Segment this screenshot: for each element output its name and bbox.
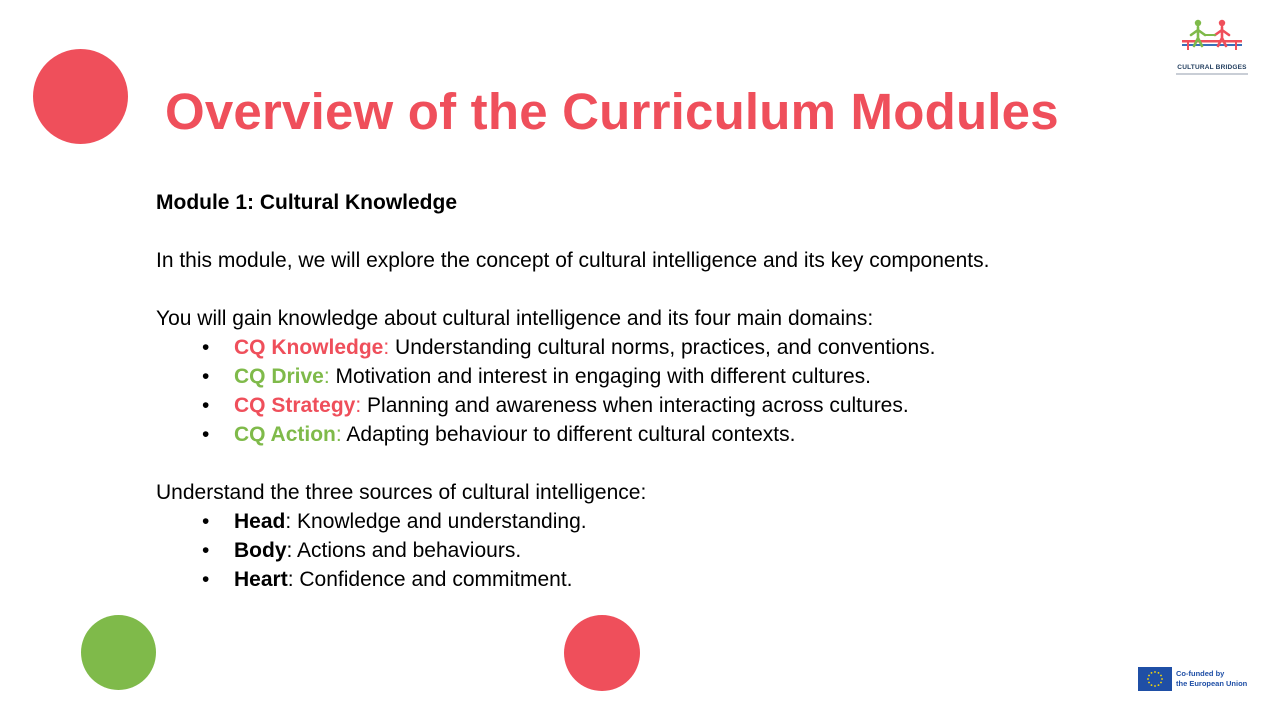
source-desc: : Knowledge and understanding.	[285, 510, 587, 533]
domains-lead: You will gain knowledge about cultural intelligence and its four main domains:	[156, 307, 874, 330]
domain-desc: Planning and awareness when interacting across cultures.	[361, 394, 909, 417]
domain-term: CQ Action	[234, 423, 336, 446]
domain-term: CQ Strategy	[234, 394, 356, 417]
domain-desc: Motivation and interest in engaging with different cultures.	[329, 365, 871, 388]
bullet-icon: •	[202, 423, 210, 446]
domain-term: CQ Knowledge	[234, 336, 384, 359]
eu-flag-icon	[1138, 667, 1172, 691]
logo-tagline-line	[1176, 73, 1248, 75]
list-item: • CQ Strategy: Planning and awareness when interacting across cultures.	[156, 391, 1156, 420]
source-term: Heart	[234, 568, 288, 591]
module-heading: Module 1: Cultural Knowledge	[156, 191, 458, 214]
bullet-icon: •	[202, 336, 210, 359]
eu-cofunded-text: Co-funded by the European Union	[1176, 669, 1248, 688]
bullet-icon: •	[202, 510, 210, 533]
sources-lead: Understand the three sources of cultural intelligence:	[156, 481, 647, 504]
decor-circle-red-top	[33, 49, 128, 144]
domain-term: CQ Drive	[234, 365, 324, 388]
decor-circle-green-bottom	[81, 615, 156, 690]
list-item: • CQ Action: Adapting behaviour to different cultural contexts.	[156, 420, 1156, 449]
list-item	[156, 507, 1156, 536]
bullet-icon: •	[202, 365, 210, 388]
source-desc: : Actions and behaviours.	[286, 539, 522, 562]
module-intro: In this module, we will explore the concept of cultural intelligence and its key components.	[156, 249, 990, 272]
slide-content	[156, 188, 1156, 594]
domains-list	[156, 333, 1156, 449]
list-item	[156, 536, 1156, 565]
decor-circle-red-bottom	[564, 615, 640, 691]
bullet-icon: •	[202, 539, 210, 562]
eu-cofunded-badge	[1138, 667, 1258, 693]
source-term: Body	[234, 539, 287, 562]
page-title: Overview of the Curriculum Modules	[165, 83, 1059, 140]
domain-desc: Adapting behaviour to different cultural contexts.	[341, 423, 796, 446]
source-term: Head	[234, 510, 286, 533]
list-item: • CQ Knowledge: Understanding cultural norms, practices, and conventions.	[156, 333, 1156, 362]
list-item	[156, 565, 1156, 594]
source-desc: : Confidence and commitment.	[287, 568, 573, 591]
bullet-icon: •	[202, 568, 210, 591]
list-item: • CQ Drive: Motivation and interest in engaging with different cultures.	[156, 362, 1156, 391]
logo-text: CULTURAL BRIDGES	[1177, 64, 1247, 71]
sources-list	[156, 507, 1156, 594]
domain-desc: Understanding cultural norms, practices, and conventions.	[389, 336, 936, 359]
bullet-icon: •	[202, 394, 210, 417]
